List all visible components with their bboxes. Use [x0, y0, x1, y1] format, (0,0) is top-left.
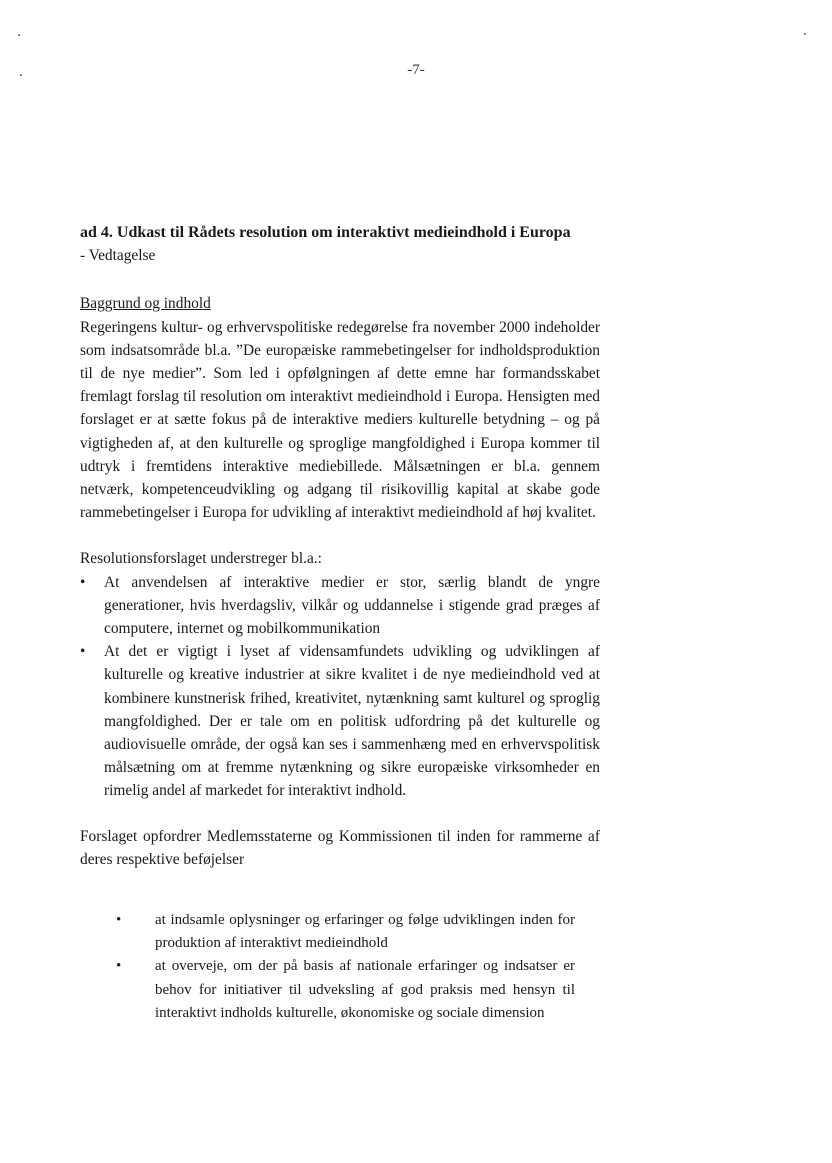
proposal-intro: Forslaget opfordrer Medlemsstaterne og Kommissionen til inden for rammerne af deres respektive beføjelser [80, 827, 600, 868]
scan-speck [18, 34, 20, 36]
proposal-list [80, 909, 600, 1025]
section-title-background: Baggrund og indhold [80, 295, 211, 313]
resolution-intro: Resolutionsforslaget understreger bl.a.: [80, 550, 322, 568]
scan-speck [20, 74, 22, 76]
list-item-text: At det er vigtigt i lyset af vidensamfundets udvikling og udviklingen af kulturelle og kreative industrier at sikre kvalitet i de nye medieindhold ved at kombinere kunstnerisk frihed, kreativitet, nytænkning samt kulturel og sproglig mangfoldighed. Der er tale om en politisk udfordring på det kulturelle og audiovisuelle område, der også kan ses i sammenhæng med en erhvervspolitisk målsætning om at fremme nytænkning og sikre europæiske virksomheder en rimelig andel af markedet for interaktivt indhold. [104, 643, 600, 800]
resolution-list [80, 571, 600, 803]
list-item [80, 571, 600, 641]
scan-speck [804, 33, 806, 35]
background-paragraph: Regeringens kultur- og erhvervspolitiske redegørelse fra november 2000 indeholder som indsatsområde bl.a. ”De europæiske rammebetingelser for indholdsproduktion til de nye medier”. Som led i opfølgningen af dette emne har formandsskabet fremlagt forslag til resolution om interaktivt medieindhold i Europa. Hensigten med forslaget er at sætte fokus på de interaktive mediers kulturelle betydning – og på vigtigheden af, at den kulturelle og sproglige mangfoldighed i Europa kommer til udtryk i fremtidens interaktive mediebillede. Målsætningen er bl.a. gennem netværk, kompetenceudvikling og adgang til risikovillig kapital at skabe gode rammebetingelser i Europa for udvikling af interaktivt medieindhold af høj kvalitet. [80, 318, 600, 522]
document-body [80, 221, 600, 1025]
agenda-item-subtitle: - Vedtagelse [80, 247, 156, 265]
bullet-icon: • [80, 573, 86, 591]
bullet-icon: • [80, 643, 86, 661]
page-number: -7- [407, 62, 425, 78]
list-item-text: At anvendelsen af interaktive medier er stor, særlig blandt de yngre generationer, hvis hverdagsliv, vilkår og uddannelse i stigende grad præges af computere, internet og mobilkommunikation [104, 573, 600, 638]
list-item [80, 909, 575, 955]
bullet-icon: • [116, 912, 122, 929]
list-item [80, 640, 600, 802]
spacer [80, 524, 600, 547]
list-item-text: at indsamle oplysninger og erfaringer og følge udviklingen inden for produktion af interaktivt medieindhold [155, 912, 575, 952]
list-item-text: at overveje, om der på basis af nationale erfaringer og indsatser er behov for initiativer til udveksling af god praksis med hensyn til interaktivt indholds kulturelle, økonomiske og sociale dimension [155, 958, 575, 1021]
list-item [80, 955, 575, 1025]
bullet-icon: • [116, 958, 122, 975]
agenda-item-title: ad 4. Udkast til Rådets resolution om interaktivt medieindhold i Europa [80, 224, 571, 241]
